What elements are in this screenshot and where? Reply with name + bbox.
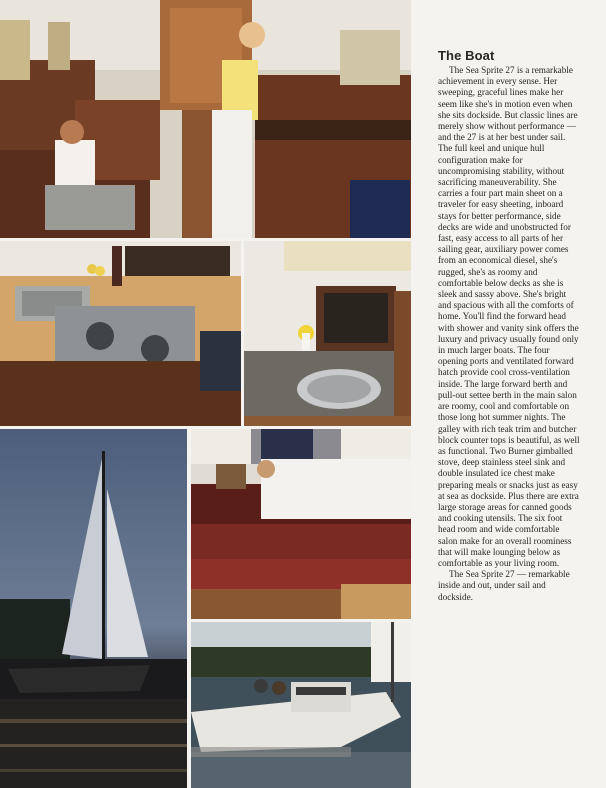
salon-photo — [0, 0, 411, 238]
berth-photo — [191, 429, 411, 619]
article-heading: The Boat — [438, 48, 495, 63]
article-paragraph-2: The Sea Sprite 27 — remarkable inside and out, under sail and dockside. — [438, 569, 570, 602]
article-text — [438, 48, 580, 603]
galley-photo — [0, 241, 241, 426]
head-photo — [244, 241, 411, 426]
sunset-sailboat-photo — [0, 429, 187, 788]
underway-sailboat-photo — [191, 622, 411, 788]
article-paragraph-1: The Sea Sprite 27 is a remarkable achievement in every sense. Her sweeping, graceful lines make her seem like she's in motion even when she sits dockside. But classic lines are merely show without performance — and the 27 is at her best under sail. The full keel and unique hull configuration make for uncompromising stability, without sacrificing maneuverability. She carries a four part main sheet on a traveler for easy sheeting, inboard stays for better performance, side decks are wide and unobstructed for fast, easy access to all parts of her sailing gear, auxiliary power comes from an economical diesel, she's rugged, she's as roomy and comfortable below decks as she is sleek and sassy above. She's bright and spacious with all the comforts of home. You'll find the forward head with shower and vanity sink offers the luxury and privacy usually found only in much larger boats. The four opening ports and ventilated forward hatch provide cool cross-ventilation inside. The large forward berth and pull-out settee berth in the main salon are roomy, cool and comfortable on those long hot summer nights. The galley with rich teak trim and butcher block counter tops is beautiful, as well as functional. Two Burner gimballed stove, deep stainless steel sink and double insulated ice chest make preparing meals or snacks just as easy at sea as dockside. Plus there are extra large storage areas for canned goods and cooking utensils. The six foot head room and wide comfortable salon make for an overall roominess that will make lounging below as comfortable as your living room. — [438, 65, 580, 568]
